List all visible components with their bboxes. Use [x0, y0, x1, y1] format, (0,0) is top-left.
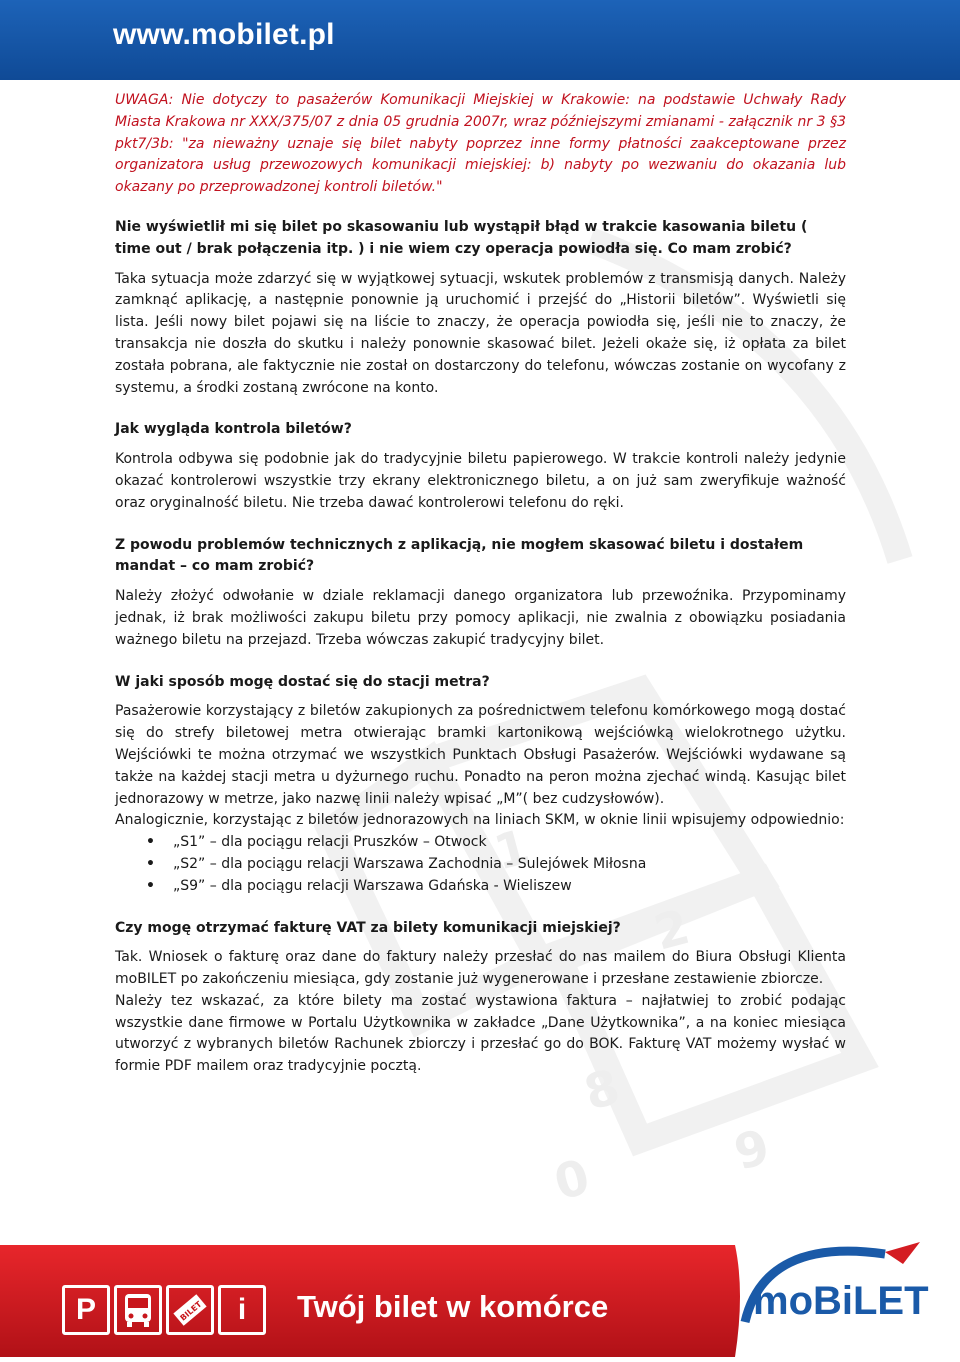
- faq-question: Nie wyświetlił mi się bilet po skasowaniu lub wystąpił błąd w trakcie kasowania biletu ( time out / brak połączenia itp. ) i nie wiem czy operacja powiodła się. Co mam zrobić?: [115, 218, 808, 257]
- site-url[interactable]: www.mobilet.pl: [113, 18, 335, 51]
- bus-icon: [114, 1285, 162, 1335]
- faq-answer: Należy złożyć odwołanie w dziale reklamacji danego organizatora lub przewoźnika. Przypominamy jednak, iż brak możliwości zakupu biletu przy pomocy aplikacji, nie zwalnia z obowiązku posiadania ważnego biletu na przejazd. Trzeba wówczas zakupić tradycyjny bilet.: [115, 588, 846, 648]
- bullet-icon: •: [146, 855, 155, 872]
- bullet-icon: •: [146, 877, 155, 894]
- list-item: [115, 832, 846, 854]
- faq-question: W jaki sposób mogę dostać się do stacji metra?: [115, 673, 490, 690]
- ticket-glyph: [169, 1288, 211, 1332]
- faq-item-fine: [115, 535, 846, 652]
- page-header: [0, 0, 960, 80]
- faq-question: Z powodu problemów technicznych z aplikacją, nie mogłem skasować biletu i dostałem mandat – co mam zrobić?: [115, 536, 804, 575]
- faq-item-ticket-not-shown: [115, 217, 846, 399]
- svg-text:0: 0: [548, 1148, 596, 1212]
- bus-glyph: [117, 1288, 159, 1332]
- parking-icon: P: [62, 1285, 110, 1335]
- faq-answer: Pasażerowie korzystający z biletów zakupionych za pośrednictwem telefonu komórkowego mogą dostać się do strefy biletowej metra otwierając bramki kartonikową wejściówką wielokrotnego użytku. Wejściówki te można otrzymać we wszystkich Punktach Obsługi Pasażerów. Wejściówki wydawane są także na każdej stacji metra u dyżurnego ruchu. Ponadto na peron można zjechać windą. Kasując bilet jednorazowy w metrze, jako nazwę linii należy wpisać „M”( bez cudzysłowów).: [115, 703, 846, 807]
- faq-answer: Kontrola odbywa się podobnie jak do tradycyjnie biletu papierowego. W trakcie kontroli należy jedynie okazać kontrolerowi wszystkie trzy ekrany elektronicznego biletu, a on już sam zweryfikuje ważność oraz oryginalność biletu. Nie trzeba dawać kontrolerowi telefonu do ręki.: [115, 451, 846, 511]
- list-item-text: „S1” – dla pociągu relacji Pruszków – Otwock: [173, 834, 487, 851]
- mobilet-logo: [735, 1232, 960, 1357]
- list-item: [115, 854, 846, 876]
- svg-text:1: 1: [488, 818, 536, 882]
- faq-question: Czy mogę otrzymać fakturę VAT za bilety komunikacji miejskiej?: [115, 919, 621, 936]
- notice-warning: UWAGA: Nie dotyczy to pasażerów Komunikacji Miejskiej w Krakowie: na podstawie Uchwały Rady Miasta Krakowa nr XXX/375/07 z dnia 05 grudnia 2007r, wraz późniejszymi zmianami - załącznik nr 3 §3 pkt7/3b: "za nieważny uznaje się bilet nabyty poprzez inne formy płatności zaakceptowane przez organizatora usług przewozowych komunikacji miejskiej: b) nabyty po wezwaniu do okazania lub okazany po przeprowadzonej kontroli biletów.": [115, 92, 846, 196]
- faq-question: Jak wygląda kontrola biletów?: [115, 421, 352, 438]
- svg-text:moBiLET: moBiLET: [753, 1279, 929, 1323]
- svg-text:BILET: BILET: [178, 1299, 204, 1323]
- page-content: [115, 90, 846, 1098]
- faq-answer: Tak. Wniosek o fakturę oraz dane do faktury należy przesłać do nas mailem do Biura Obsługi Klienta moBILET po zakończeniu miesiąca, gdy zostanie już wygenerowane i przesłane zestawienie zbiorcze.: [115, 949, 846, 988]
- list-item-text: „S2” – dla pociągu relacji Warszawa Zachodnia – Sulejówek Miłosna: [173, 855, 647, 872]
- faq-item-ticket-control: [115, 419, 846, 514]
- footer-slogan: Twój bilet w komórce: [297, 1289, 609, 1324]
- faq-item-metro: [115, 672, 846, 898]
- svg-text:2: 2: [648, 898, 696, 962]
- logo-glyph: [735, 1232, 960, 1357]
- faq-item-vat-invoice: [115, 918, 846, 1079]
- svg-text:9: 9: [728, 1118, 776, 1182]
- faq-answer: Taka sytuacja może zdarzyć się w wyjątkowej sytuacji, wskutek problemów z transmisją danych. Należy zamknąć aplikację, a następnie ponownie ją uruchomić i przejść do „Historii biletów”. Wyświetli się lista. Jeśli nowy bilet pojawi się na liście to znaczy, że operacja powiodła się, jeśli nie to znaczy, że transakcja nie doszła do skutku i należy ponownie skasować bilet. Jeżeli okaże się, iż opłata za bilet została pobrana, ale faktycznie nie został on dostarczony do telefonu, wówczas zostanie on wycofany z systemu, a środki zostaną zwrócone na konto.: [115, 270, 846, 396]
- svg-text:8: 8: [578, 1058, 626, 1122]
- list-item: [115, 876, 846, 898]
- faq-answer-continued: Należy tez wskazać, za które bilety ma zostać wystawiona faktura – najłatwiej to zrobić podając wszystkie dane firmowe w Portalu Użytkownika w zakładce „Dane Użytkownika”, a na koniec miesiąca utworzyć z wybranych biletów Rachunek zbiorczy i przesłać go do BOK. Fakturę VAT możemy wysłać w formie PDF mailem oraz tradycyjnie pocztą.: [115, 992, 846, 1075]
- info-icon: i: [218, 1285, 266, 1335]
- bullet-icon: •: [146, 834, 155, 851]
- page-footer: [0, 1232, 960, 1357]
- faq-answer-continued: Analogicznie, korzystając z biletów jednorazowych na liniach SKM, w oknie linii wpisujemy odpowiednio:: [115, 812, 845, 829]
- ticket-icon: [166, 1285, 214, 1335]
- skm-line-list: [115, 832, 846, 897]
- list-item-text: „S9” – dla pociągu relacji Warszawa Gdańska - Wieliszew: [173, 877, 572, 894]
